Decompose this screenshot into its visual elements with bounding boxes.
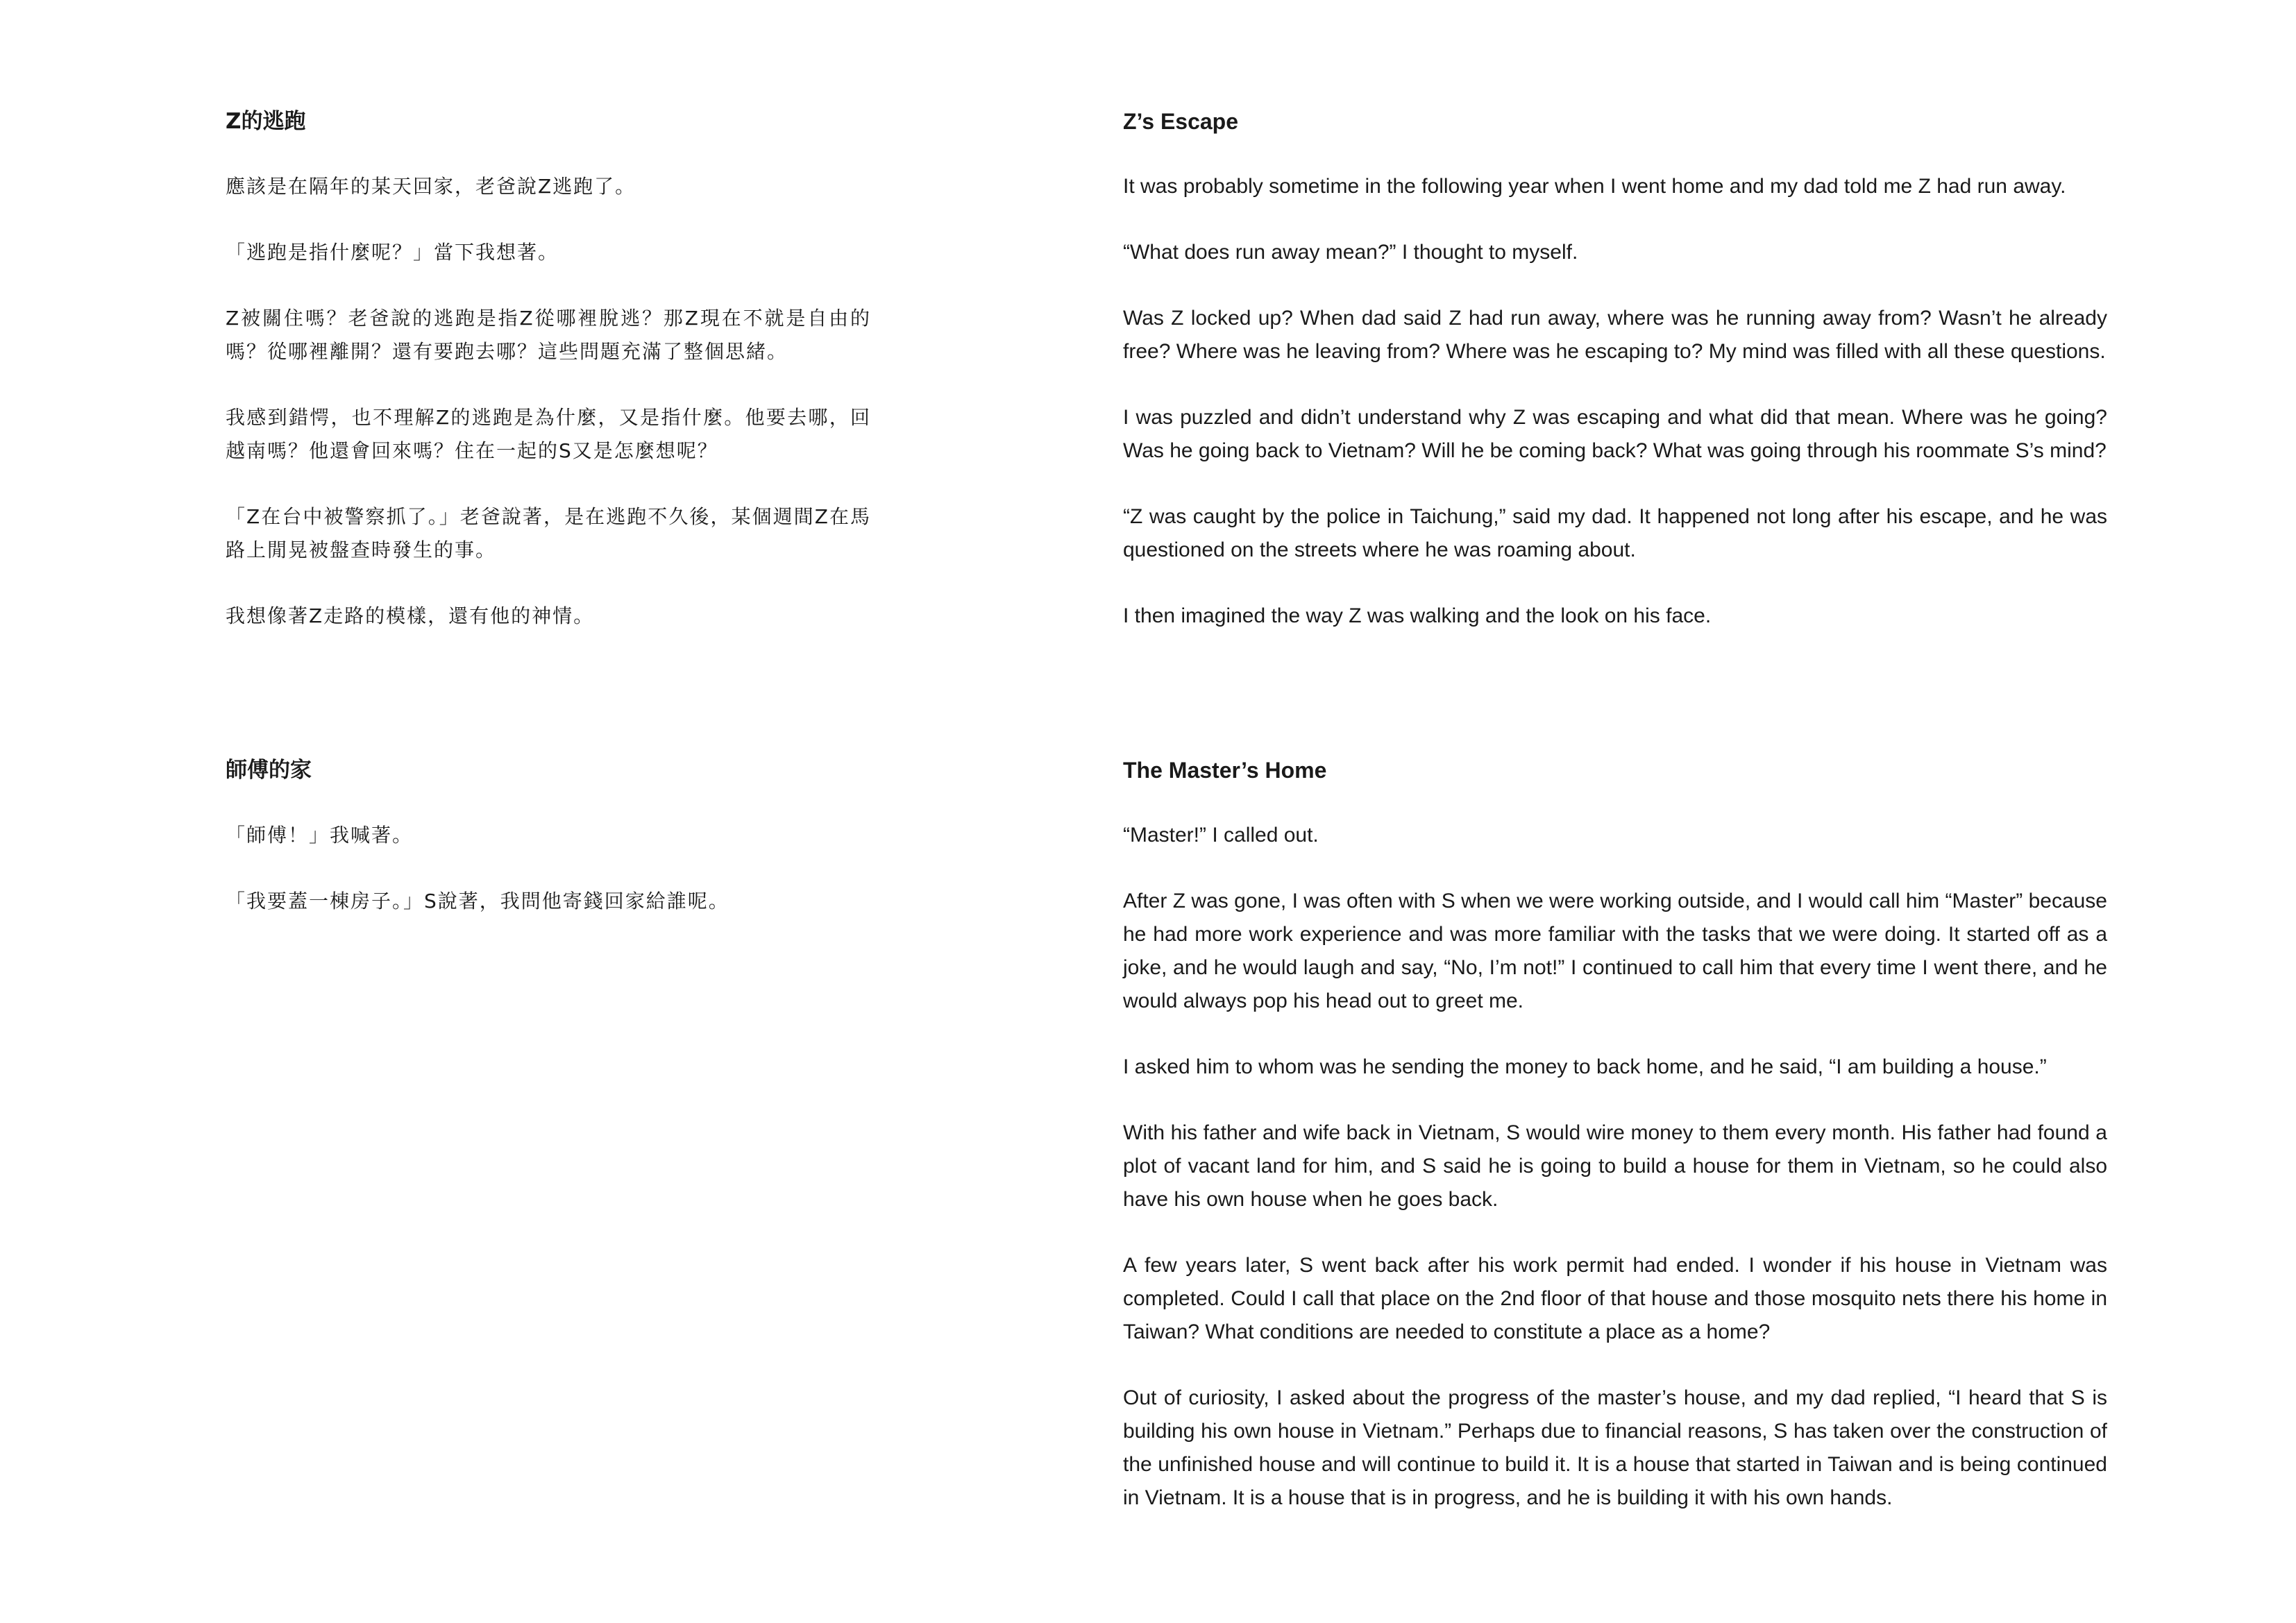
en-escape-paragraph-2: “What does run away mean?” I thought to myself. [1123, 241, 1578, 264]
en-master-home-paragraph-2: After Z was gone, I was often with S when we were working outside, and I would call him “Master” because he had more work experience and was more familiar with the tasks that we were doing. It started off as a joke, and he would laugh and say, “No, I’m not!” I continued to call him that every time I went there, and he would always pop his head out to greet me. [1123, 890, 2107, 1012]
zh-escape-title: Z的逃跑 [226, 109, 306, 134]
en-escape-paragraph-4: I was puzzled and didn’t understand why Z was escaping and what did that mean. Where was he going? Was he going back to Vietnam? Will he be coming back? What was going through his roommate S’s mind? [1123, 406, 2107, 462]
en-escape-paragraph-1: It was probably sometime in the following year when I went home and my dad told me Z had run away. [1123, 175, 2066, 198]
zh-section-master-home [226, 753, 871, 951]
zh-master-home-title: 師傅的家 [226, 758, 312, 783]
zh-escape-paragraph-2: 「逃跑是指什麼呢？」當下我想著。 [226, 241, 559, 264]
en-section-master-home [1123, 753, 2107, 1547]
zh-section-escape [226, 104, 871, 665]
zh-escape-paragraph-5: 「Z在台中被警察抓了。」老爸說著，是在逃跑不久後，某個週間Z在馬路上閒晃被盤查時發生的事。 [226, 505, 871, 561]
zh-master-home-paragraph-3: 「我要蓋一棟房子。」S說著，我問他寄錢回家給誰呢。 [226, 890, 729, 912]
zh-escape-paragraph-1: 應該是在隔年的某天回家，老爸說Z逃跑了。 [226, 175, 636, 198]
en-escape-paragraph-6: I then imagined the way Z was walking and the look on his face. [1123, 604, 1712, 627]
zh-escape-paragraph-3: Z被關住嗎？老爸說的逃跑是指Z從哪裡脫逃？那Z現在不就是自由的嗎？從哪裡離開？還有要跑去哪？這些問題充滿了整個思緒。 [226, 307, 871, 363]
en-master-home-paragraph-3: I asked him to whom was he sending the money to back home, and he said, “I am building a house.” [1123, 1055, 2047, 1078]
en-master-home-paragraph-1: “Master!” I called out. [1123, 824, 1319, 847]
zh-master-home-paragraph-1: 「師傅！」我喊著。 [226, 824, 414, 847]
en-escape-paragraph-3: Was Z locked up? When dad said Z had run away, where was he running away from? Wasn’t he already free? Where was he leaving from? Where was he escaping to? My mind was filled with all these questions. [1123, 307, 2107, 363]
en-master-home-paragraph-5: A few years later, S went back after his work permit had ended. I wonder if his house in Vietnam was completed. Could I call that place on the 2nd floor of that house and those mosquito nets there his home in Taiwan? What conditions are needed to constitute a place as a home? [1123, 1254, 2107, 1343]
en-master-home-paragraph-6: Out of curiosity, I asked about the progress of the master’s house, and my dad replied, “I heard that S is building his own house in Vietnam.” Perhaps due to financial reasons, S has taken over the construction of the unfinished house and will continue to build it. It is a house that started in Taiwan and is being continued in Vietnam. It is a house that is in progress, and he is building it with his own hands. [1123, 1386, 2107, 1509]
en-escape-paragraph-5: “Z was caught by the police in Taichung,” said my dad. It happened not long after his escape, and he was questioned on the streets where he was roaming about. [1123, 505, 2107, 561]
en-escape-title: Z’s Escape [1123, 109, 1239, 134]
en-section-escape [1123, 104, 2107, 665]
en-master-home-title: The Master’s Home [1123, 758, 1327, 783]
zh-escape-paragraph-6: 我想像著Z走路的模樣，還有他的神情。 [226, 604, 595, 627]
zh-escape-paragraph-4: 我感到錯愕，也不理解Z的逃跑是為什麼，又是指什麼。他要去哪，回越南嗎？他還會回來嗎？住在一起的S又是怎麼想呢？ [226, 406, 871, 462]
en-master-home-paragraph-4: With his father and wife back in Vietnam, S would wire money to them every month. His father had found a plot of vacant land for him, and S said he is going to build a house for them in Vietnam, so he could also have his own house when he goes back. [1123, 1121, 2107, 1211]
